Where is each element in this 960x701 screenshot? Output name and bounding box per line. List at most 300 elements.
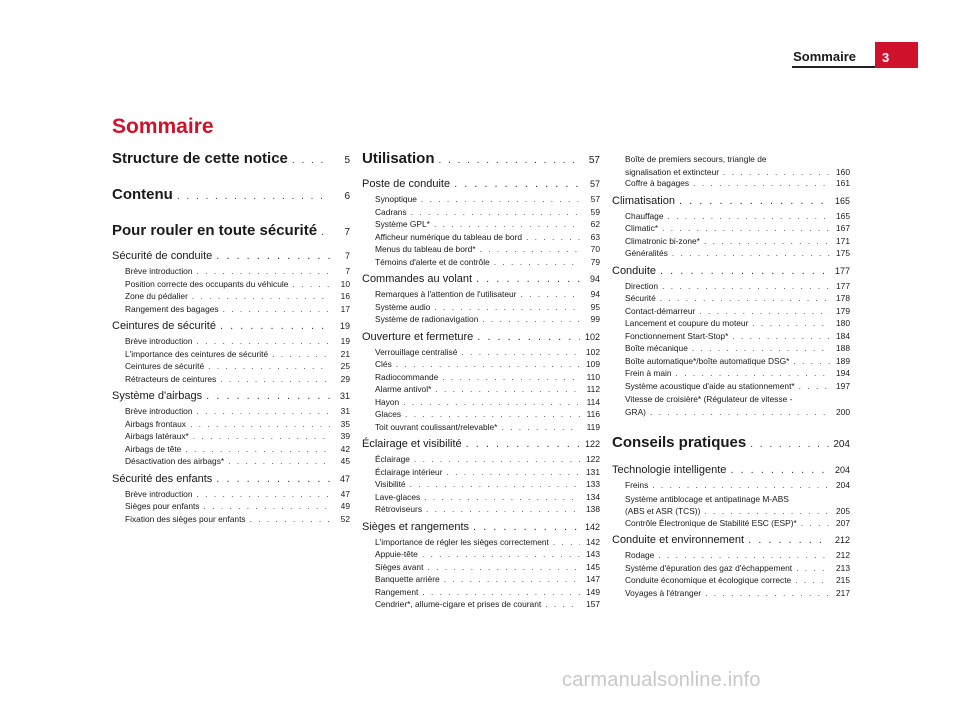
toc-item-label: Visibilité (375, 479, 406, 489)
toc-item-label: Climatic* (625, 223, 659, 233)
toc-item[interactable] (362, 504, 600, 517)
toc-item[interactable] (362, 219, 600, 232)
toc-item-page: 171 (836, 235, 850, 246)
leader-dots (405, 409, 580, 419)
toc-section-entry-page: 31 (339, 391, 350, 401)
toc-section-entry-label: Ouverture et fermeture (362, 330, 474, 343)
toc-item-page: 179 (836, 305, 850, 316)
toc-item[interactable] (112, 361, 350, 374)
toc-item[interactable] (362, 562, 600, 575)
leader-dots (466, 438, 580, 450)
toc-item[interactable]: Vitesse de croisière* (Régulateur de vitesse - GRA) . . . 200 (612, 393, 850, 418)
toc-item-label: Brève introduction (125, 406, 193, 416)
toc-item[interactable] (362, 347, 600, 360)
toc-item[interactable] (612, 306, 850, 319)
toc-item-page: 39 (340, 431, 350, 441)
toc-item-label: Menus du tableau de bord* (375, 244, 476, 254)
toc-sections (612, 195, 850, 394)
toc-item-label: Lave-glaces (375, 491, 421, 502)
leader-dots (660, 293, 830, 303)
toc-section-entry-page: 142 (584, 521, 600, 532)
toc-item-label: Généralités (625, 248, 668, 258)
leader-dots (434, 219, 580, 229)
leader-dots (520, 289, 580, 299)
toc-item-label: Boîte mécanique (625, 343, 688, 353)
toc-item-page: 19 (340, 336, 350, 346)
toc-item-page: 31 (340, 406, 350, 416)
leader-dots (795, 575, 830, 585)
toc-item-label: Système audio (375, 301, 431, 312)
toc-item[interactable] (362, 244, 600, 257)
header-rule (792, 66, 876, 68)
toc-item-label: Système de radionavigation (375, 314, 479, 324)
leader-dots (204, 501, 331, 511)
toc-item-page: 189 (836, 355, 850, 366)
toc-item[interactable] (612, 236, 850, 249)
toc-section-entry[interactable] (362, 178, 600, 194)
leader-dots (185, 444, 330, 454)
leader-dots (427, 562, 580, 572)
toc-column-1 (112, 150, 350, 526)
leader-dots (799, 381, 830, 391)
leader-dots (422, 587, 580, 597)
toc-item[interactable] (112, 431, 350, 444)
toc-item-label: Hayon (375, 396, 400, 407)
toc-item-page: 17 (340, 303, 350, 314)
toc-item-label: Système GPL* (375, 219, 430, 229)
toc-item[interactable] (612, 248, 850, 261)
toc-item-page: 94 (590, 289, 600, 299)
toc-item-label: Position correcte des occupants du véhicule (125, 278, 289, 289)
toc-item-label: Brève introduction (125, 336, 193, 346)
toc-item-page: 42 (340, 443, 350, 454)
toc-section-entry[interactable] (362, 273, 600, 289)
toc-item[interactable] (112, 304, 350, 317)
toc-item-label: Airbags de tête (125, 443, 182, 454)
toc-item[interactable] (612, 293, 850, 306)
toc-item[interactable] (112, 291, 350, 304)
toc-item-label: Radiocommande (375, 371, 439, 382)
leader-dots (228, 456, 330, 466)
toc-section-entry-label: Éclairage et visibilité (362, 438, 462, 450)
leader-dots (658, 550, 830, 560)
toc-section-entry-label: Poste de conduite (362, 178, 451, 190)
toc-item-label: Direction (625, 280, 659, 291)
toc-item-label: Rangement des bagages (125, 303, 219, 314)
toc-item-page: 99 (590, 314, 600, 324)
toc-item-label: Climatronic bi-zone* (625, 235, 700, 246)
leader-dots (410, 479, 580, 489)
leader-dots (434, 302, 580, 312)
toc-item[interactable] (112, 419, 350, 432)
leader-dots (197, 336, 330, 346)
toc-item-page: 175 (836, 248, 850, 258)
leader-dots (447, 467, 581, 477)
toc-item[interactable] (362, 372, 600, 385)
toc-item-page: 29 (340, 373, 350, 384)
toc-item-label: Système d'épuration des gaz d'échappement (625, 562, 793, 573)
toc-item-label: Lancement et coupure du moteur (625, 318, 749, 328)
toc-item-label: Glaces (375, 409, 402, 419)
toc-item[interactable] (362, 359, 600, 372)
toc-item[interactable] (612, 223, 850, 236)
toc-section-entry-page: 47 (339, 473, 350, 484)
toc-item-page: 213 (836, 562, 850, 573)
toc-item-label: Chauffage (625, 210, 664, 221)
toc-item-label: Voyages à l'étranger (625, 587, 702, 598)
toc-section-entry-label: Conduite (612, 264, 657, 277)
toc-item[interactable] (612, 550, 850, 563)
toc-item[interactable] (612, 331, 850, 344)
toc-item[interactable]: Système antiblocage et antipatinage M-ABS (ABS et ASR (TCS)) . . . 205 (612, 493, 850, 518)
toc-item-page: 133 (586, 479, 600, 489)
toc-item[interactable] (362, 454, 600, 467)
toc-item-page: 21 (340, 348, 350, 359)
toc-item[interactable] (612, 368, 850, 381)
toc-item[interactable] (112, 501, 350, 514)
leader-dots (421, 194, 580, 204)
toc-item-label: Appuie-tête (375, 549, 418, 559)
leader-dots (662, 223, 830, 233)
toc-item[interactable] (362, 467, 600, 480)
toc-item-page: 70 (590, 244, 600, 254)
toc-item-page: 134 (586, 491, 600, 502)
toc-item[interactable]: Freins . . . 204 (612, 480, 850, 493)
toc-item-page: 194 (836, 368, 850, 378)
leader-dots (216, 473, 330, 485)
toc-item-page: 47 (340, 488, 350, 499)
toc-item[interactable] (362, 232, 600, 245)
leader-dots (482, 314, 580, 324)
toc-item-page: 119 (586, 421, 600, 432)
leader-dots (704, 236, 830, 246)
leader-dots (396, 359, 580, 369)
toc-section-entry[interactable] (362, 521, 600, 537)
toc-item[interactable] (112, 266, 350, 279)
toc-item-label: Brève introduction (125, 488, 193, 499)
toc-item-label: Système acoustique d'aide au stationnement* (625, 380, 795, 391)
leader-dots (220, 374, 330, 384)
leader-dots (197, 489, 330, 499)
toc-section-entry-label: Sécurité de conduite (112, 250, 213, 262)
toc-item-label: Boîte automatique*/boîte automatique DSG* (625, 355, 790, 366)
toc-item-page: 157 (586, 599, 600, 609)
toc-item[interactable] (362, 574, 600, 587)
leader-dots (192, 291, 330, 301)
toc-item[interactable] (612, 588, 850, 601)
leader-dots (668, 211, 831, 221)
toc-section-entry-page: 7 (344, 251, 350, 261)
toc-item-label: Zone du pédalier (125, 291, 188, 301)
toc-section-entry-label: Commandes au volant (362, 273, 473, 285)
leader-dots (526, 232, 580, 242)
toc-section-entry-page: 102 (584, 331, 600, 342)
toc-item-label: Banquette arrière (375, 574, 440, 584)
toc-item[interactable] (362, 397, 600, 410)
toc-item-page: 59 (590, 206, 600, 217)
toc-section-entry-label: Sièges et rangements (362, 520, 470, 533)
leader-dots (676, 368, 830, 378)
leader-dots (216, 250, 330, 262)
toc-item-label: Sièges pour enfants (125, 501, 200, 511)
toc-item-label: Témoins d'alerte et de contrôle (375, 256, 490, 267)
leader-dots (197, 406, 330, 416)
leader-dots (660, 265, 830, 277)
toc-section-entry-label: Système d'airbags (112, 390, 203, 402)
toc-item[interactable] (112, 444, 350, 457)
toc-section-entry-page: 165 (834, 195, 850, 206)
toc-section-entry-page: 19 (339, 321, 350, 331)
leader-dots (454, 178, 580, 190)
toc-item[interactable] (612, 318, 850, 331)
toc-item-page: 45 (340, 456, 350, 466)
toc-section-entry[interactable] (362, 438, 600, 454)
toc-item-label: Contact-démarreur (625, 305, 696, 316)
toc-section-entry[interactable] (112, 250, 350, 266)
toc-item[interactable] (362, 302, 600, 315)
leader-dots (473, 521, 580, 533)
toc-item-label: Fonctionnement Start-Stop* (625, 330, 729, 341)
toc-item[interactable] (112, 279, 350, 292)
toc-items (612, 550, 850, 600)
toc-item-label: Alarme antivol* (375, 384, 432, 394)
toc-item-page: 145 (586, 561, 600, 572)
toc-item[interactable] (112, 456, 350, 469)
toc-item-page: 131 (586, 466, 600, 477)
toc-section-entry-page: 122 (584, 439, 600, 449)
toc-item-page: 7 (345, 266, 350, 276)
leader-dots (292, 279, 330, 289)
leader-dots (501, 422, 580, 432)
toc-item[interactable] (362, 587, 600, 600)
toc-sections (112, 250, 350, 526)
toc-item-page: 79 (590, 256, 600, 267)
toc-section-entry[interactable] (612, 195, 850, 211)
toc-item-page: 142 (586, 536, 600, 547)
leader-dots (480, 244, 580, 254)
toc-column-3 (612, 153, 850, 600)
leader-dots (705, 588, 830, 598)
leader-dots (422, 549, 580, 559)
toc-item[interactable] (362, 599, 600, 612)
toc-item-page: 165 (836, 210, 850, 221)
toc-item[interactable] (362, 384, 600, 397)
toc-item-label: Synoptique (375, 194, 417, 204)
toc-item[interactable] (362, 289, 600, 302)
toc-column-2 (362, 150, 600, 612)
toc-item-label: Conduite économique et écologique correcte (625, 575, 792, 585)
leader-dots (553, 537, 580, 547)
leader-dots (403, 397, 580, 407)
leader-dots (752, 318, 830, 328)
toc-major-entry[interactable]: Conseils pratiques . . . 204 (612, 434, 850, 456)
toc-item[interactable] (362, 549, 600, 562)
toc-section-entry-page: 57 (589, 179, 600, 189)
toc-item[interactable] (612, 343, 850, 356)
leader-dots (426, 504, 580, 514)
toc-item-page: 49 (340, 501, 350, 511)
toc-item-label: Clés (375, 359, 392, 369)
toc-section-entry-page: 94 (589, 274, 600, 284)
toc-item-page: 184 (836, 330, 850, 341)
toc-item-page: 112 (586, 384, 600, 394)
leader-dots (461, 347, 580, 357)
toc-item[interactable] (612, 563, 850, 576)
toc-item[interactable] (112, 489, 350, 502)
leader-dots (444, 574, 580, 584)
toc-item-label: Verrouillage centralisé (375, 346, 458, 357)
toc-item-label: L'importance des ceintures de sécurité (125, 348, 269, 359)
toc-item[interactable] (112, 349, 350, 362)
toc-item[interactable] (612, 211, 850, 224)
toc-item[interactable] (362, 314, 600, 327)
toc-section-entry[interactable] (112, 390, 350, 406)
page-header (0, 0, 960, 68)
toc-item-label: Airbags latéraux* (125, 431, 189, 441)
toc-item-page: 188 (836, 343, 850, 353)
toc-section-entry[interactable]: Conduite et environnement . . . 212 (612, 534, 850, 550)
toc-section-entry[interactable] (362, 331, 600, 347)
toc-item[interactable]: Boîte de premiers secours, triangle de signalisation et extincteur . . . 160 (612, 153, 850, 178)
page-title: Sommaire (112, 115, 214, 138)
toc-item[interactable]: Coffre à bagages . . . 161 (612, 178, 850, 191)
toc-item-page: 212 (836, 550, 850, 560)
toc-item[interactable] (362, 409, 600, 422)
toc-item-page: 149 (586, 586, 600, 597)
leader-dots (193, 431, 330, 441)
toc-sections (362, 178, 600, 612)
toc-item[interactable] (362, 194, 600, 207)
toc-item-page: 109 (586, 359, 600, 369)
toc-item-page: 143 (586, 549, 600, 559)
toc-section-entry-label: Ceintures de sécurité (112, 320, 216, 332)
toc-section-entry-label: Climatisation (612, 194, 675, 207)
toc-item[interactable] (362, 492, 600, 505)
toc-item-label: Sièges avant (375, 561, 424, 572)
toc-major-entry[interactable]: Contenu . . . 6 (112, 186, 350, 208)
toc-item[interactable] (612, 281, 850, 294)
leader-dots (477, 331, 580, 343)
leader-dots (662, 281, 830, 291)
toc-section-entry-page: 177 (834, 265, 850, 276)
leader-dots (796, 563, 830, 573)
toc-item-label: Rodage (625, 550, 655, 560)
leader-dots (220, 320, 330, 332)
watermark: carmanualsonline.info (562, 669, 761, 691)
leader-dots (250, 514, 330, 524)
toc-item[interactable] (362, 257, 600, 270)
toc-section-entry[interactable] (112, 320, 350, 336)
toc-item-page: 180 (836, 318, 850, 328)
toc-item-label: Cendrier*, allume-cigare et prises de courant (375, 599, 542, 609)
leader-dots (692, 343, 830, 353)
toc-item-page: 16 (340, 291, 350, 301)
leader-dots (793, 356, 830, 366)
leader-dots (672, 248, 830, 258)
toc-section-entry[interactable] (112, 473, 350, 489)
leader-dots (414, 454, 580, 464)
toc-item[interactable] (362, 422, 600, 435)
toc-item[interactable]: Contrôle Électronique de Stabilité ESC (ESP)* . . . 207 (612, 518, 850, 531)
toc-item-page: 122 (586, 454, 600, 464)
toc-item-label: Remarques à l'attention de l'utilisateur (375, 289, 517, 299)
leader-dots (424, 492, 580, 502)
toc-item[interactable] (612, 381, 850, 394)
leader-dots (411, 207, 580, 217)
toc-item-page: 52 (340, 513, 350, 524)
toc-item[interactable] (612, 575, 850, 588)
leader-dots (442, 372, 580, 382)
toc-item-page: 102 (586, 346, 600, 357)
leader-dots (732, 331, 830, 341)
toc-item-page: 217 (836, 587, 850, 598)
leader-dots (494, 257, 580, 267)
toc-item-page: 178 (836, 293, 850, 303)
toc-item-label: Désactivation des airbags* (125, 456, 225, 466)
leader-dots (272, 349, 330, 359)
toc-item[interactable] (112, 514, 350, 527)
toc-item-page: 116 (586, 409, 600, 419)
toc-item-label: Ceintures de sécurité (125, 361, 205, 371)
page-number-tab: 3 (875, 42, 918, 68)
toc-item-label: Fixation des sièges pour enfants (125, 513, 246, 524)
toc-item[interactable] (112, 374, 350, 387)
toc-item-label: Sécurité (625, 293, 656, 303)
toc-item-page: 114 (586, 396, 600, 407)
toc-item-page: 35 (340, 418, 350, 429)
toc-section-entry-label: Sécurité des enfants (112, 472, 213, 485)
toc-item-label: Toit ouvrant coulissant/relevable* (375, 421, 498, 432)
toc-item-page: 62 (590, 219, 600, 229)
leader-dots (679, 195, 830, 207)
toc-item-label: Rétroviseurs (375, 504, 423, 514)
toc-section-entry[interactable] (612, 265, 850, 281)
toc-item-label: Afficheur numérique du tableau de bord (375, 231, 522, 242)
toc-item[interactable] (362, 479, 600, 492)
toc-item[interactable] (612, 356, 850, 369)
leader-dots (435, 384, 580, 394)
toc-item-label: Airbags frontaux (125, 418, 186, 429)
toc-major-entry[interactable]: Structure de cette notice . . . 5 (112, 150, 350, 172)
toc-item[interactable] (362, 207, 600, 220)
toc-major-entry[interactable]: Pour rouler en toute sécurité . . . 7 (112, 222, 350, 244)
leader-dots (699, 306, 830, 316)
toc-item-page: 25 (340, 361, 350, 371)
leader-dots (223, 304, 330, 314)
toc-item-page: 57 (590, 194, 600, 204)
toc-item-label: Éclairage (375, 454, 410, 464)
leader-dots (545, 599, 580, 609)
toc-item-page: 215 (836, 575, 850, 585)
toc-item-page: 147 (586, 574, 600, 584)
toc-item-label: Rangement (375, 586, 419, 597)
leader-dots (476, 273, 580, 285)
toc-item-label: Éclairage intérieur (375, 466, 443, 477)
toc-item[interactable] (362, 537, 600, 550)
leader-dots (190, 419, 330, 429)
toc-item-label: L'importance de régler les sièges correctement (375, 536, 549, 547)
toc-item[interactable] (112, 336, 350, 349)
toc-item-label: Frein à main (625, 368, 672, 378)
toc-section-entry[interactable]: Technologie intelligente . . . 204 (612, 464, 850, 480)
toc-item-page: 63 (590, 231, 600, 242)
toc-item[interactable] (112, 406, 350, 419)
header-title: Sommaire (793, 49, 856, 64)
toc-item-page: 138 (586, 504, 600, 514)
toc-item-page: 167 (836, 223, 850, 233)
toc-major-entry[interactable]: Utilisation . . . 57 (362, 150, 600, 172)
toc-item-page: 95 (590, 301, 600, 312)
